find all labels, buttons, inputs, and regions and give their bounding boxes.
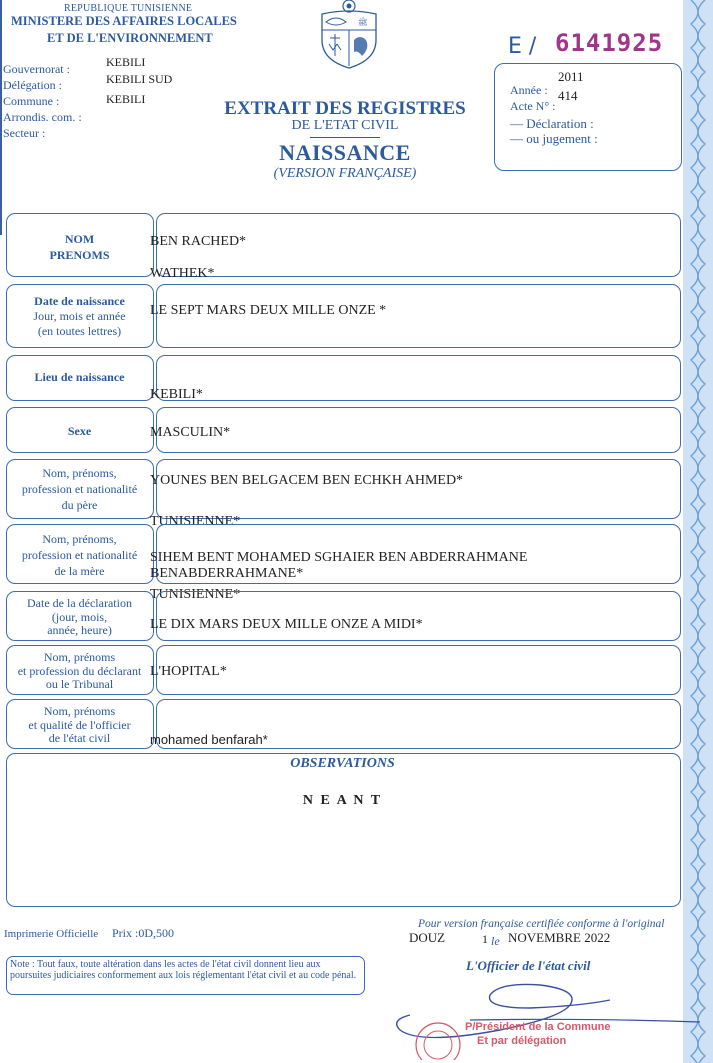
annee-label: Année : [510,83,548,97]
declarant-label-1: Nom, prénoms [43,650,116,664]
pere-value-box [156,459,681,519]
document-title [210,98,480,182]
declaration-label-2: (jour, mois, [51,610,108,624]
observations-title: OBSERVATIONS [290,756,395,771]
republic-label: REPUBLIQUE TUNISIENNE [64,3,193,14]
date-naissance-label: Date de naissance [34,294,125,308]
observations-value: N E A N T [302,793,383,808]
gouvernorat-label: Gouvernorat : [3,62,70,76]
serial-prefix: E / [508,34,537,59]
pere-label-2: profession et nationalité [21,482,138,496]
day-value: 1 [482,932,488,946]
declarant-value-box [156,645,681,695]
mere-label-1: Nom, prénoms, [42,532,117,546]
pere-label-3: du père [61,498,98,512]
imprimerie-label: Imprimerie Officielle [4,928,99,940]
decorative-border [683,0,713,1063]
annee-value: 2011 [558,69,584,84]
gouvernorat-value: KEBILI [106,55,146,69]
legal-note: Note : Tout faux, toute altération dans les actes de l'état civil donnent lieu aux poursuites judiciaires conformement aux lois réglementant l'état civil et au code pénal. [10,959,357,981]
left-margin-line [0,0,2,235]
observations-box [6,753,681,907]
pere-label-1: Nom, prénoms, [42,466,117,480]
lieu-label: Lieu de naissance [34,370,125,384]
declaration-value: LE DIX MARS DEUX MILLE ONZE A MIDI* [150,617,423,632]
declaration-value-box [156,591,681,641]
commune-value: KEBILI [106,92,146,106]
sexe-value: MASCULIN* [150,425,231,440]
date-naissance-sub1: Jour, mois et année [33,309,126,323]
sexe-value-box [156,407,681,453]
prenoms-value: WATHEK* [150,266,215,281]
place-value: DOUZ [409,930,446,945]
lieu-value-box [156,355,681,401]
officier-label-3: de l'état civil [48,731,111,745]
ministry-line2: ET DE L'ENVIRONNEMENT [47,31,213,45]
stamp-line2: Et par délégation [477,1035,567,1047]
title-divider [310,137,380,138]
officier-value: mohamed benfarah* [150,732,268,747]
mere-nationality: TUNISIENNE* [150,587,241,602]
coat-of-arms-icon [312,0,386,70]
commune-label: Commune : [3,94,60,108]
ministry-line1: MINISTERE DES AFFAIRES LOCALES [11,14,237,28]
mere-value-line1: SIHEM BENT MOHAMED SGHAIER BEN ABDERRAHMANE [150,550,528,565]
arrondis-label: Arrondis. com. : [3,110,82,124]
acte-label: Acte N° : [510,99,556,113]
mere-label-2: profession et nationalité [21,548,138,562]
date-naissance-sub2: (en toutes lettres) [37,324,122,338]
acte-value: 414 [558,88,578,103]
secteur-label: Secteur : [3,126,46,140]
title-line2: DE L'ETAT CIVIL [291,118,399,133]
declarant-value: L'HOPITAL* [150,664,227,679]
delegation-value: KEBILI SUD [106,72,173,86]
sexe-label: Sexe [67,424,92,438]
mere-value-line2: BENABDERRAHMANE* [150,566,304,581]
pere-value: YOUNES BEN BELGACEM BEN ECHKH AHMED* [150,473,464,488]
le-label: le [491,934,500,948]
officier-label-1: Nom, prénoms [43,704,116,718]
jugement-label: — ou jugement : [510,131,598,146]
declaration-label: — Déclaration : [510,116,594,131]
declarant-label-2: et profession du déclarant [17,664,142,678]
nom-label: NOM [64,232,95,246]
lieu-value: KEBILI* [150,387,203,402]
svg-text:ﷺ: ﷺ [358,18,368,27]
title-line1: EXTRAIT DES REGISTRES [224,98,466,119]
pere-nationality: TUNISIENNE* [150,514,241,529]
date-naissance-value: LE SEPT MARS DEUX MILLE ONZE * [150,303,387,318]
serial-number: 6141925 [555,29,664,57]
mere-label-3: de la mère [54,564,105,578]
officer-title: L'Officier de l'état civil [466,958,591,973]
officier-label-2: et qualité de l'officier [28,718,131,732]
nom-value: BEN RACHED* [150,234,247,249]
prenoms-label: PRENOMS [49,248,110,262]
title-line3: NAISSANCE [279,140,411,165]
declaration-label-3: année, heure) [47,623,112,637]
delegation-label: Délégation : [3,78,62,92]
declaration-label-1: Date de la déclaration [27,596,132,610]
declarant-label-3: ou le Tribunal [45,677,114,691]
prix-label: Prix :0D,500 [112,926,175,940]
stamp-line1: P/Président de la Commune [465,1021,611,1033]
month-year-value: NOVEMBRE 2022 [508,930,611,945]
title-line4: (VERSION FRANÇAISE) [273,166,417,181]
certified-note: Pour version française certifiée conforme à l'original [418,918,665,930]
